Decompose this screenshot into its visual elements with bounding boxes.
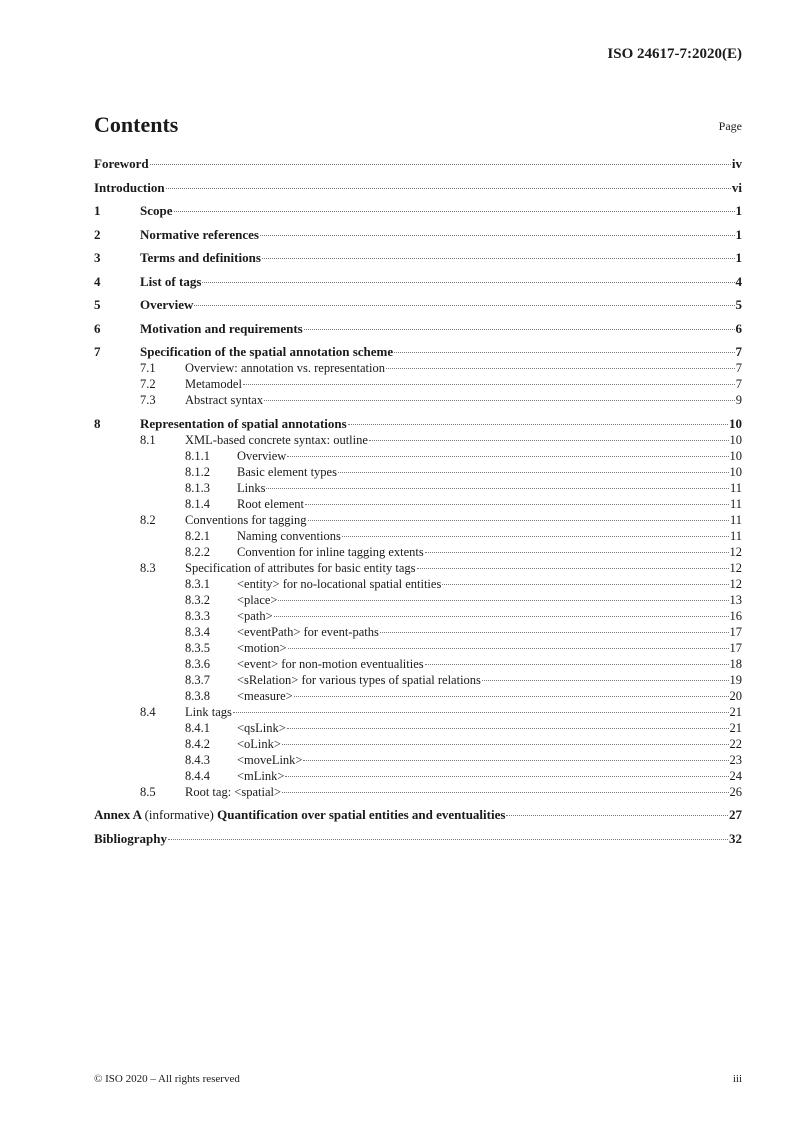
toc-entry[interactable]: [94, 688, 742, 704]
dot-leader: [294, 696, 729, 697]
toc-entry[interactable]: [94, 560, 742, 576]
toc-entry-page[interactable]: 13: [729, 592, 742, 607]
footer-page-number: iii: [732, 1073, 742, 1085]
toc-entry-number: 8.2.1: [185, 528, 210, 543]
toc-entry[interactable]: [94, 203, 742, 219]
toc-entry-number: 3: [94, 250, 101, 265]
toc-entry[interactable]: [94, 480, 742, 496]
dot-leader: [202, 282, 734, 283]
toc-entry[interactable]: [94, 752, 742, 768]
toc-entry-title[interactable]: Naming conventions: [237, 528, 341, 543]
toc-entry[interactable]: [94, 608, 742, 624]
toc-entry-title[interactable]: Abstract syntax: [185, 393, 264, 407]
dot-leader: [174, 211, 735, 212]
dot-leader: [305, 504, 729, 505]
toc-entry-title[interactable]: <event> for non-motion eventualities: [237, 656, 424, 671]
toc-entry[interactable]: [94, 592, 742, 608]
annex-label: Annex A: [94, 807, 142, 822]
toc-entry-page[interactable]: 22: [729, 736, 742, 751]
toc-entry-page[interactable]: 7: [735, 361, 742, 375]
toc-entry[interactable]: [94, 656, 742, 672]
toc-entry-page[interactable]: 10: [729, 448, 742, 463]
toc-entry-page[interactable]: 12: [729, 576, 742, 591]
toc-entry-page[interactable]: 1: [735, 250, 742, 265]
toc-entry-page[interactable]: 19: [729, 672, 742, 687]
toc-entry-title[interactable]: Conventions for tagging: [185, 512, 307, 527]
toc-entry[interactable]: [94, 297, 742, 313]
toc-entry[interactable]: [94, 624, 742, 640]
toc-entry-number: 8.2: [140, 512, 156, 527]
dot-leader: [243, 384, 735, 385]
toc-entry-title[interactable]: Bibliography: [94, 830, 167, 846]
toc-entry[interactable]: [94, 416, 742, 432]
toc-entry[interactable]: [94, 831, 742, 847]
toc-entry-title[interactable]: <mLink>: [237, 768, 285, 783]
toc-entry-number: 5: [94, 297, 101, 312]
toc-entry-number: 8.1.3: [185, 480, 210, 495]
dot-leader: [282, 792, 728, 793]
toc-entry-title[interactable]: Scope: [140, 203, 173, 218]
dot-leader: [266, 488, 728, 489]
dot-leader: [506, 815, 728, 816]
dot-leader: [264, 400, 735, 401]
dot-leader: [425, 664, 729, 665]
toc-entry-title[interactable]: Introduction: [94, 179, 165, 195]
toc-entry-page[interactable]: vi: [731, 179, 742, 195]
annex-title: Quantification over spatial entities and eventualities: [217, 807, 506, 822]
toc-entry-number: 8.3.4: [185, 624, 210, 639]
toc-entry-number: 8: [94, 415, 101, 431]
toc-entry[interactable]: [94, 180, 742, 196]
toc-entry-page[interactable]: 9: [735, 393, 742, 407]
toc-entry-title[interactable]: <measure>: [237, 688, 293, 703]
dot-leader: [308, 520, 729, 521]
toc-entry-title[interactable]: Overview: [237, 448, 287, 463]
toc-entry-title[interactable]: Overview: [140, 297, 194, 312]
toc-entry[interactable]: [94, 464, 742, 480]
toc-entry-title[interactable]: <eventPath> for event-paths: [237, 624, 379, 639]
toc-entry[interactable]: [94, 432, 742, 448]
toc-entry-title[interactable]: Foreword: [94, 156, 149, 171]
toc-entry[interactable]: [94, 672, 742, 688]
toc-entry-page[interactable]: 1: [735, 226, 742, 242]
toc-entry-page[interactable]: 11: [729, 528, 742, 543]
dot-leader: [394, 352, 734, 353]
toc-entry-number: 2: [94, 226, 101, 242]
page-column-label: Page: [718, 119, 742, 133]
toc-entry-title[interactable]: <motion>: [237, 640, 287, 655]
toc-entry-number: 8.1: [140, 432, 156, 447]
dot-leader: [369, 440, 729, 441]
toc-entry[interactable]: [94, 227, 742, 243]
toc-entry[interactable]: [94, 736, 742, 752]
toc-entry-page[interactable]: 1: [735, 203, 742, 218]
toc-entry-page[interactable]: 7: [735, 377, 742, 391]
toc-entry-page[interactable]: 21: [729, 720, 742, 735]
toc-entry-title[interactable]: [94, 807, 505, 823]
toc-entry-page[interactable]: 18: [729, 656, 742, 671]
dot-leader: [168, 839, 728, 840]
toc-entry-number: 8.1.2: [185, 464, 210, 479]
toc-entry-title[interactable]: Links: [237, 480, 266, 495]
dot-leader: [287, 728, 729, 729]
toc-entry-page[interactable]: 27: [729, 807, 742, 822]
toc-entry-page[interactable]: 5: [735, 297, 742, 312]
toc-entry-number: 1: [94, 203, 101, 218]
toc-entry-number: 8.3: [140, 560, 156, 575]
toc-entry[interactable]: [94, 250, 742, 266]
page-title: Contents: [94, 112, 179, 137]
toc-entry-number: 8.3.6: [185, 656, 210, 671]
toc-entry[interactable]: [94, 360, 742, 376]
dot-leader: [386, 368, 735, 369]
toc-entry-number: 8.3.7: [185, 672, 210, 687]
dot-leader: [274, 616, 729, 617]
toc-entry-number: 8.4.2: [185, 736, 210, 751]
toc-entry-number: 8.4.1: [185, 720, 210, 735]
dot-leader: [482, 680, 729, 681]
toc-entry-page[interactable]: 12: [729, 560, 742, 575]
dot-leader: [194, 305, 734, 306]
toc-entry-page[interactable]: 17: [729, 640, 742, 655]
toc-entry-title[interactable]: Root element: [237, 496, 304, 511]
toc-entry-title[interactable]: Overview: annotation vs. representation: [185, 361, 385, 375]
dot-leader: [150, 164, 731, 165]
toc-entry-title[interactable]: <place>: [237, 592, 278, 607]
toc-entry-page[interactable]: iv: [731, 156, 742, 171]
toc-entry-number: 8.1.1: [185, 448, 210, 463]
toc-entry-title[interactable]: Metamodel: [185, 377, 242, 391]
toc-entry[interactable]: [94, 321, 742, 337]
toc-entry-number: 7.3: [140, 393, 156, 407]
dot-leader: [338, 472, 729, 473]
toc-entry-page[interactable]: 26: [729, 784, 742, 799]
toc-entry-title[interactable]: Convention for inline tagging extents: [237, 544, 424, 559]
toc-entry-number: 8.3.2: [185, 592, 210, 607]
toc-entry-number: 8.3.3: [185, 608, 210, 623]
toc-entry-number: 8.4.3: [185, 752, 210, 767]
dot-leader: [417, 568, 729, 569]
toc-entry-number: 8.3.8: [185, 688, 210, 703]
toc-entry[interactable]: [94, 496, 742, 512]
dot-leader: [303, 760, 728, 761]
toc-entry-title[interactable]: Basic element types: [237, 464, 337, 479]
toc-entry-page[interactable]: 10: [729, 415, 742, 431]
toc-entry-page[interactable]: 12: [729, 544, 742, 559]
dot-leader: [262, 258, 735, 259]
toc-entry[interactable]: [94, 156, 742, 172]
dot-leader: [348, 424, 728, 425]
toc-entry-page[interactable]: 6: [735, 320, 742, 336]
toc-entry-number: 8.4.4: [185, 768, 210, 783]
toc-entry-page[interactable]: 11: [729, 496, 742, 511]
dot-leader: [380, 632, 729, 633]
toc-entry-number: 7: [94, 344, 101, 359]
toc-entry-title[interactable]: Motivation and requirements: [140, 320, 303, 336]
toc-entry[interactable]: [94, 784, 742, 800]
dot-leader: [287, 456, 728, 457]
toc-entry-number: 8.3.1: [185, 576, 210, 591]
dot-leader: [442, 584, 728, 585]
toc-entry[interactable]: [94, 392, 742, 408]
dot-leader: [278, 600, 728, 601]
toc-entry[interactable]: [94, 720, 742, 736]
toc-entry-page[interactable]: 10: [729, 464, 742, 479]
toc-entry-title[interactable]: Link tags: [185, 704, 232, 719]
toc-entry-number: 8.5: [140, 784, 156, 799]
toc-entry[interactable]: [94, 528, 742, 544]
toc-entry[interactable]: [94, 512, 742, 528]
toc-entry-title[interactable]: Representation of spatial annotations: [140, 415, 347, 431]
toc-entry-title[interactable]: Specification of attributes for basic entity tags: [185, 560, 416, 575]
toc-entry-page[interactable]: 11: [729, 480, 742, 495]
toc-entry-number: 8.1.4: [185, 496, 210, 511]
toc-entry-page[interactable]: 17: [729, 624, 742, 639]
toc-entry-title[interactable]: <sRelation> for various types of spatial relations: [237, 672, 481, 687]
dot-leader: [425, 552, 729, 553]
toc-entry-title[interactable]: XML-based concrete syntax: outline: [185, 432, 368, 447]
toc-entry-title[interactable]: <qsLink>: [237, 720, 286, 735]
toc-entry-number: 8.4: [140, 704, 156, 719]
table-of-contents: [94, 156, 742, 847]
toc-entry-page[interactable]: 16: [729, 608, 742, 623]
toc-entry[interactable]: [94, 768, 742, 784]
toc-entry[interactable]: [94, 544, 742, 560]
toc-entry-title[interactable]: <entity> for no-locational spatial entities: [237, 576, 442, 591]
toc-entry[interactable]: [94, 344, 742, 360]
toc-entry-page[interactable]: 10: [729, 432, 742, 447]
toc-entry-title[interactable]: <moveLink>: [237, 752, 303, 767]
dot-leader: [233, 712, 729, 713]
toc-entry-number: 8.2.2: [185, 544, 210, 559]
toc-entry-page[interactable]: 32: [729, 830, 742, 846]
toc-entry-page[interactable]: 24: [729, 768, 742, 783]
toc-entry-page[interactable]: 11: [729, 512, 742, 527]
toc-entry[interactable]: [94, 576, 742, 592]
toc-entry-page[interactable]: 21: [729, 704, 742, 719]
dot-leader: [342, 536, 729, 537]
dot-leader: [304, 329, 735, 330]
toc-entry-page[interactable]: 7: [735, 344, 742, 359]
toc-entry-title[interactable]: <path>: [237, 608, 273, 623]
toc-entry-page[interactable]: 20: [729, 688, 742, 703]
footer-copyright: © ISO 2020 – All rights reserved: [94, 1073, 240, 1085]
dot-leader: [288, 648, 729, 649]
toc-entry-title[interactable]: Specification of the spatial annotation scheme: [140, 344, 394, 359]
annex-note: (informative): [144, 807, 214, 822]
toc-entry[interactable]: [94, 376, 742, 392]
toc-entry[interactable]: [94, 274, 742, 290]
toc-entry-number: 8.3.5: [185, 640, 210, 655]
toc-entry-number: 6: [94, 320, 101, 336]
toc-entry[interactable]: [94, 807, 742, 823]
toc-entry-number: 7.1: [140, 361, 156, 375]
dot-leader: [285, 776, 728, 777]
toc-entry-title[interactable]: Terms and definitions: [140, 250, 261, 265]
toc-entry-page[interactable]: 4: [735, 273, 742, 289]
dot-leader: [166, 188, 731, 189]
toc-entry-number: 7.2: [140, 377, 156, 391]
toc-entry-title[interactable]: <oLink>: [237, 736, 281, 751]
toc-entry[interactable]: [94, 704, 742, 720]
toc-entry-title[interactable]: Root tag: <spatial>: [185, 784, 282, 799]
dot-leader: [282, 744, 729, 745]
toc-entry-number: 4: [94, 273, 101, 289]
toc-entry[interactable]: [94, 640, 742, 656]
toc-entry-title[interactable]: List of tags: [140, 273, 202, 289]
toc-entry-page[interactable]: 23: [729, 752, 742, 767]
toc-entry-title[interactable]: Normative references: [140, 226, 259, 242]
dot-leader: [260, 235, 735, 236]
toc-entry[interactable]: [94, 448, 742, 464]
document-id: ISO 24617-7:2020(E): [607, 46, 742, 62]
